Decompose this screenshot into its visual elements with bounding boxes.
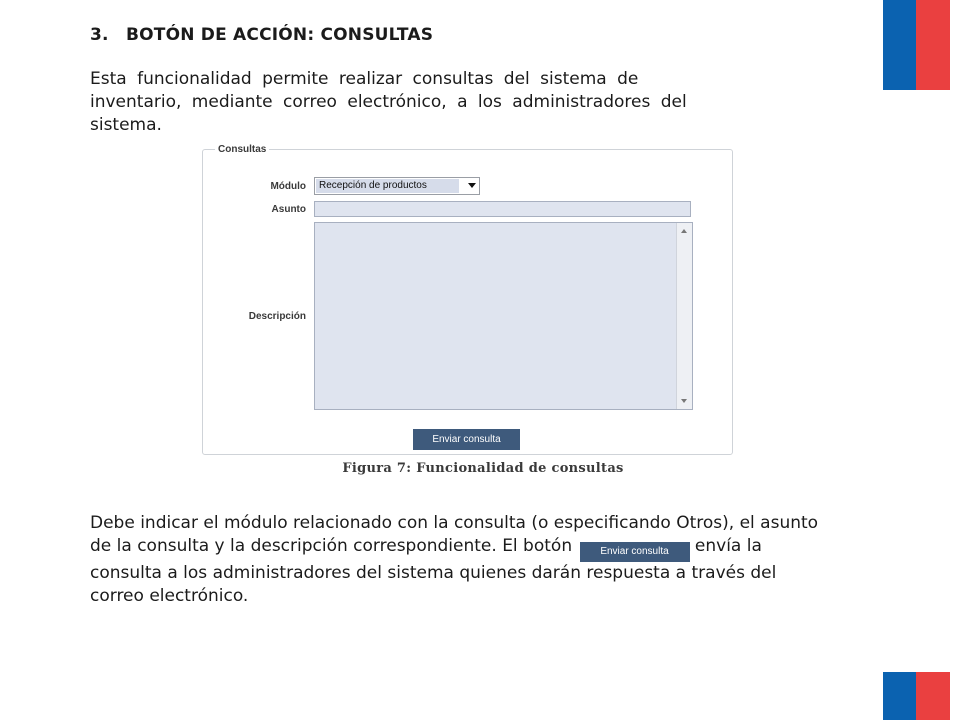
scroll-up-icon[interactable] (681, 229, 687, 233)
modulo-select[interactable] (314, 177, 480, 195)
descripcion-textarea[interactable] (314, 222, 693, 410)
body-text-before: Debe indicar el módulo relacionado con la consulta (o especificando Otros), el asunto de la consulta y la descripción correspondiente. El botón (90, 513, 819, 556)
flag-red-stripe (916, 672, 950, 720)
enviar-consulta-button[interactable]: Enviar consulta (413, 429, 520, 450)
scroll-down-icon[interactable] (681, 399, 687, 403)
section-title: BOTÓN DE ACCIÓN: CONSULTAS (126, 25, 434, 45)
flag-decoration-bottom (883, 672, 950, 720)
flag-blue-stripe (883, 672, 916, 720)
flag-blue-stripe (883, 0, 916, 90)
descripcion-label: Descripción (248, 311, 306, 322)
modulo-label: Módulo (270, 181, 306, 192)
modulo-selected-value: Recepción de productos (316, 179, 459, 193)
textarea-scrollbar[interactable] (676, 223, 692, 409)
intro-paragraph: Esta funcionalidad permite realizar consultas del sistema de inventario, mediante correo electrónico, a los administradores del sistema. (90, 69, 687, 135)
consultas-form-figure (202, 144, 733, 455)
asunto-input[interactable] (314, 201, 691, 217)
body-text-after: envía la consulta a los administradores del sistema quienes darán respuesta a través del correo electrónico. (90, 536, 777, 606)
flag-red-stripe (916, 0, 950, 90)
inline-enviar-consulta-button[interactable]: Enviar consulta (580, 542, 690, 562)
body-paragraph (90, 512, 832, 608)
asunto-label: Asunto (271, 204, 306, 215)
flag-decoration-top (883, 0, 950, 90)
section-number: 3. (90, 25, 109, 45)
chevron-down-icon[interactable] (468, 183, 476, 188)
form-legend: Consultas (215, 144, 269, 155)
figure-caption: Figura 7: Funcionalidad de consultas (342, 461, 624, 476)
section-heading (90, 25, 433, 45)
